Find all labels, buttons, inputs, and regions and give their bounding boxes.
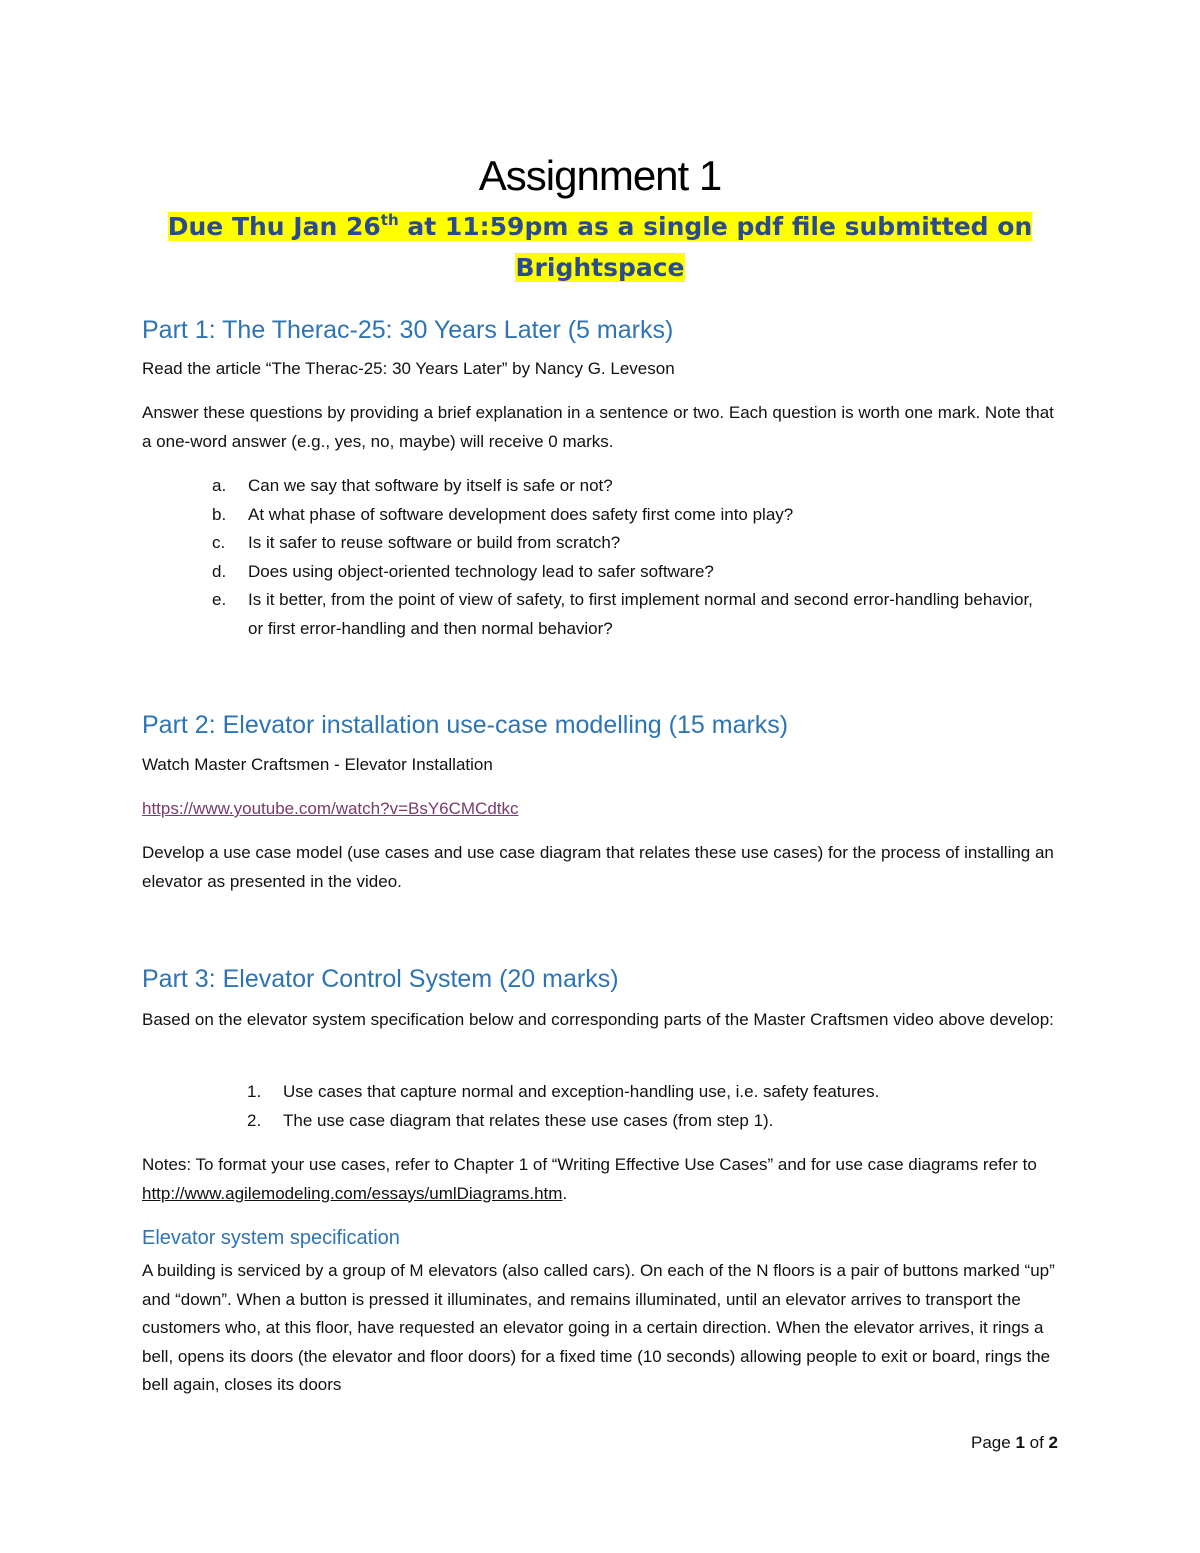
due-superscript: th — [380, 211, 399, 229]
due-text-post: at 11:59pm as a single pdf file submitted on — [398, 212, 1033, 241]
question-text: Is it better, from the point of view of safety, to first implement normal and second error-handling behavior, or first error-handling and then normal behavior? — [248, 590, 1033, 638]
agilemodeling-link[interactable]: http://www.agilemodeling.com/essays/umlDiagrams.htm — [142, 1183, 563, 1203]
list-marker: c. — [212, 533, 226, 552]
page-total: 2 — [1048, 1433, 1058, 1452]
due-line-2: Brightspace — [515, 253, 685, 282]
step-text: The use case diagram that relates these use cases (from step 1). — [283, 1110, 774, 1130]
list-marker: d. — [212, 561, 227, 581]
part2-watch: Watch Master Craftsmen - Elevator Installation — [142, 755, 493, 774]
spec-heading: Elevator system specification — [142, 1227, 400, 1249]
part3-notes — [142, 1151, 1062, 1208]
list-item — [212, 472, 1052, 501]
page-label: Page — [971, 1433, 1016, 1452]
list-marker: 1. — [247, 1082, 262, 1101]
list-item — [247, 1078, 1047, 1107]
part3-intro: Based on the elevator system specification below and corresponding parts of the Master Craftsmen video above develop: — [142, 1010, 1054, 1029]
question-text: Can we say that software by itself is safe or not? — [248, 476, 613, 495]
youtube-link[interactable]: https://www.youtube.com/watch?v=BsY6CMCdtkc — [142, 799, 519, 818]
part1-instructions: Answer these questions by providing a brief explanation in a sentence or two. Each question is worth one mark. Note that a one-word answer (e.g., yes, no, maybe) will receive 0 marks. — [142, 403, 1054, 451]
list-marker: e. — [212, 590, 227, 609]
question-text: Is it safer to reuse software or build from scratch? — [248, 533, 621, 552]
step-text: Use cases that capture normal and exception-handling use, i.e. safety features. — [283, 1082, 880, 1101]
part1-question-list — [212, 472, 1052, 643]
list-item — [212, 529, 1052, 558]
part2-instructions: Develop a use case model (use cases and use case diagram that relates these use cases) for the process of installing an elevator as presented in the video. — [142, 843, 1054, 891]
part3-heading: Part 3: Elevator Control System (20 marks) — [142, 965, 619, 993]
list-item — [212, 586, 1052, 643]
part3-step-list — [247, 1078, 1047, 1135]
due-line-1 — [168, 212, 1033, 241]
notes-end: . — [562, 1183, 568, 1203]
part1-heading: Part 1: The Therac-25: 30 Years Later (5 marks) — [142, 316, 674, 344]
list-marker: b. — [212, 504, 227, 524]
page-title: Assignment 1 — [478, 152, 722, 199]
notes-text: Notes: To format your use cases, refer to Chapter 1 of “Writing Effective Use Cases” and for use case diagrams refer to — [142, 1155, 1037, 1174]
part2-heading: Part 2: Elevator installation use-case modelling (15 marks) — [142, 711, 789, 739]
question-text: At what phase of software development does safety first come into play? — [248, 504, 794, 524]
list-item — [212, 558, 1052, 587]
list-marker: a. — [212, 476, 227, 495]
list-item — [212, 501, 1052, 530]
list-marker: 2. — [247, 1110, 262, 1130]
due-date-notice — [140, 206, 1060, 288]
part2-link-paragraph — [142, 795, 1062, 824]
spec-text: A building is serviced by a group of M elevators (also called cars). On each of the N floors is a pair of buttons marked “up” and “down”. When a button is pressed it illuminates, and remains illuminated, until an elevator arrives to transport the customers who, at this floor, have requested an elevator going in a certain direction. When the elevator arrives, it rings a bell, opens its doors (the elevator and floor doors) for a fixed time (10 seconds) allowing people to exit or board, rings the bell again, closes its doors — [142, 1261, 1055, 1394]
page-current: 1 — [1015, 1433, 1025, 1452]
due-text-pre: Due Thu Jan 26 — [167, 212, 381, 241]
page-number — [971, 1433, 1058, 1453]
question-text: Does using object-oriented technology lead to safer software? — [248, 561, 714, 581]
page-of-label: of — [1024, 1433, 1049, 1452]
part1-read-article: Read the article “The Therac-25: 30 Years Later” by Nancy G. Leveson — [142, 359, 675, 378]
list-item — [247, 1107, 1047, 1136]
